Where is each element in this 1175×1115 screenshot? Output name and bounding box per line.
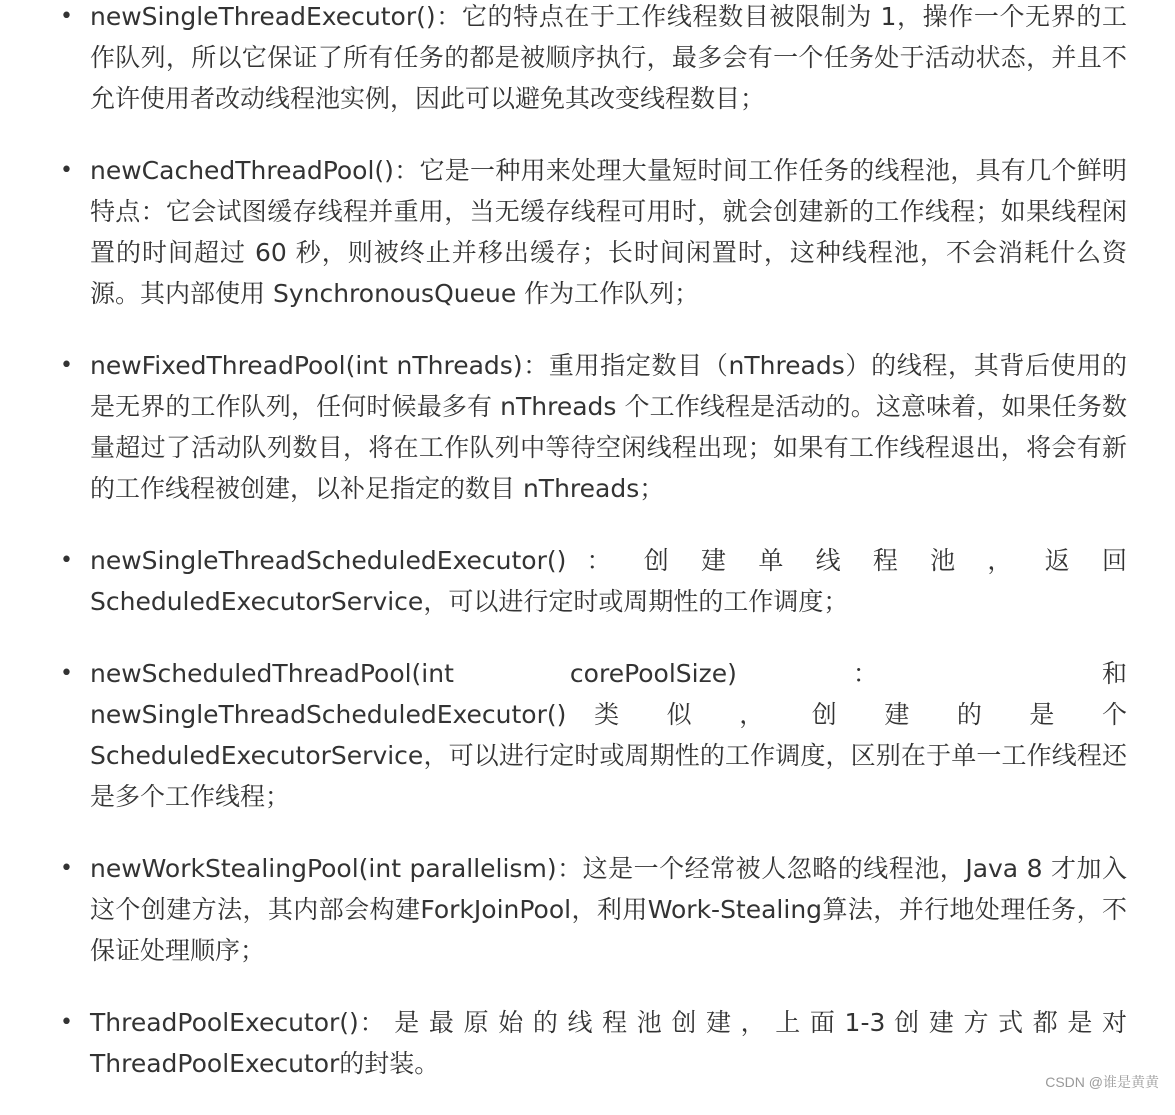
list-item [60,653,1127,817]
bullet-icon: • [60,1010,73,1035]
bullet-icon: • [60,353,73,378]
bullet-icon: • [60,661,73,686]
list-item [60,540,1127,622]
bullet-icon: • [60,158,73,183]
item-text: newFixedThreadPool(int nThreads)：重用指定数目（nThreads）的线程，其背后使用的是无界的工作队列，任何时候最多有 nThreads 个工作线程是活动的。这意味着，如果任务数量超过了活动队列数目，将在工作队列中等待空闲线程出现；如果有工作线程退出，将会有新的工作线程被创建，以补足指定的数目 nThreads； [90,351,1127,503]
bullet-icon: • [60,548,73,573]
item-text: newSingleThreadScheduledExecutor() ： 创 建 单 线 程 池 ， 返 回 ScheduledExecutorService，可以进行定时或周期性的工作调度； [90,546,1127,616]
list-item [60,345,1127,509]
list-item [60,150,1127,314]
list-item [60,848,1127,971]
list-item [60,1002,1127,1084]
item-text: newSingleThreadExecutor()：它的特点在于工作线程数目被限制为 1，操作一个无界的工作队列，所以它保证了所有任务的都是被顺序执行，最多会有一个任务处于活动状态，并且不允许使用者改动线程池实例，因此可以避免其改变线程数目； [90,2,1127,113]
item-text: newScheduledThreadPool(int corePoolSize) ： 和 newSingleThreadScheduledExecutor() 类 似 ， 创 建 的 是 个 ScheduledExecutorService，可以进行定时或周期性的工作调度，区别在于单一工作线程还是多个工作线程； [90,659,1127,811]
item-text: newWorkStealingPool(int parallelism)：这是一个经常被人忽略的线程池，Java 8 才加入这个创建方法，其内部会构建ForkJoinPool，利用Work-Stealing算法，并行地处理任务，不保证处理顺序； [90,854,1127,965]
watermark: CSDN @谁是黄黄 [1045,1074,1159,1090]
bullet-icon: • [60,856,73,881]
list-item [60,0,1127,119]
item-text: newCachedThreadPool()：它是一种用来处理大量短时间工作任务的线程池，具有几个鲜明特点：它会试图缓存线程并重用，当无缓存线程可用时，就会创建新的工作线程；如果线程闲置的时间超过 60 秒，则被终止并移出缓存；长时间闲置时，这种线程池，不会消耗什么资源。其内部使用 SynchronousQueue 作为工作队列； [90,156,1127,308]
item-text: ThreadPoolExecutor()： 是 最 原 始 的 线 程 池 创 建 ， 上 面 1-3 创 建 方 式 都 是 对 ThreadPoolExecutor的封装。 [90,1008,1127,1078]
bullet-icon: • [60,4,73,29]
